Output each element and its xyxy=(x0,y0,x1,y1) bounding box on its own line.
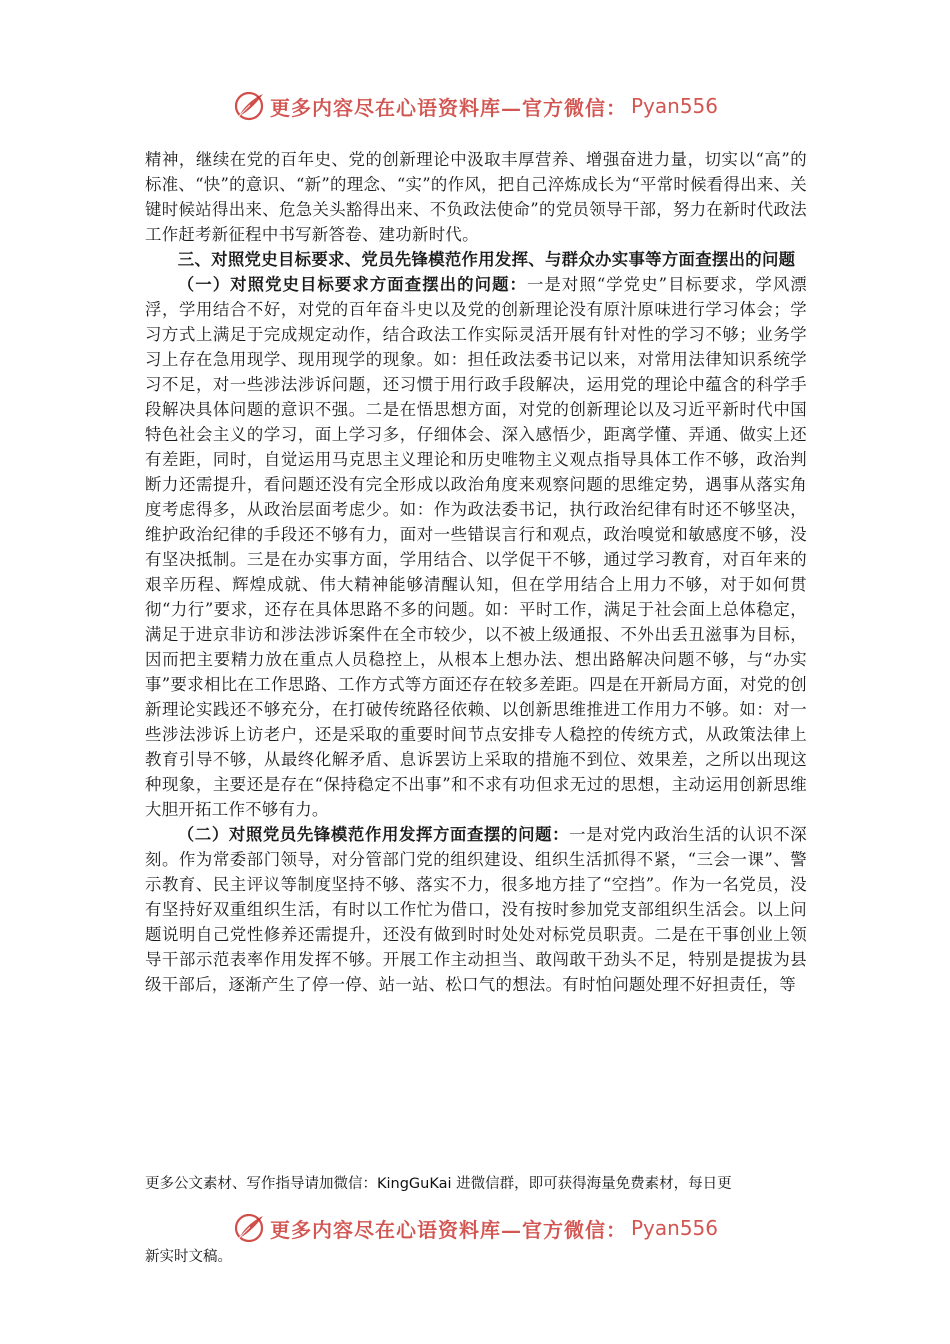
watermark-text: 更多内容尽在心语资料库—官方微信： xyxy=(269,1217,627,1242)
watermark-wechat-id: Pyan556 xyxy=(630,1216,718,1240)
top-watermark-banner xyxy=(0,86,950,126)
sub-section-2-paragraph xyxy=(145,822,807,997)
bottom-watermark-banner xyxy=(0,1208,950,1248)
document-body xyxy=(145,147,807,997)
sub-section-1-paragraph xyxy=(145,272,807,822)
footer-promo-line-continued: 新实时文稿。 xyxy=(145,1249,232,1265)
footer-promo-line: 更多公文素材、写作指导请加微信：KingGuKai 进微信群，即可获得海量免费素材，每日更 xyxy=(145,1176,732,1192)
sub-section-2-text: 一是对党内政治生活的认识不深刻。作为常委部门领导，对分管部门党的组织建设、组织生活抓得不紧，“三会一课”、警示教育、民主评议等制度坚持不够、落实不力，很多地方挂了“空挡”。作为一名党员，没有坚持好双重组织生活，有时以工作忙为借口，没有按时参加党支部组织生活会。以上问题说明自己党性修养还需提升，还没有做到时时处处对标党员职责。二是在干事创业上领导干部示范表率作用发挥不够。开展工作主动担当、敢闯敢干劲头不足，特别是提拔为县级干部后，逐渐产生了停一停、站一站、松口气的想法。有时怕问题处理不好担责任，等 xyxy=(145,825,807,994)
sub-section-1-title: （一）对照党史目标要求方面查摆出的问题： xyxy=(177,275,527,294)
watermark-text: 更多内容尽在心语资料库—官方微信： xyxy=(269,95,627,120)
sub-section-2-title: （二）对照党员先锋模范作用发挥方面查摆的问题： xyxy=(177,825,570,844)
intro-paragraph: 精神，继续在党的百年史、党的创新理论中汲取丰厚营养、增强奋进力量，切实以“高”的标准、“快”的意识、“新”的理念、“实”的作风，把自己淬炼成长为“平常时候看得出来、关键时候站得出来、危急关头豁得出来、不负政法使命”的党员领导干部，努力在新时代政法工作赶考新征程中书写新答卷、建功新时代。 xyxy=(145,150,807,244)
section-3-heading: 三、对照党史目标要求、党员先锋模范作用发挥、与群众办实事等方面查摆出的问题 xyxy=(177,250,796,269)
watermark-wechat-id: Pyan556 xyxy=(630,94,718,118)
quill-logo-icon xyxy=(232,1211,266,1245)
quill-logo-icon xyxy=(232,89,266,123)
sub-section-1-text: 一是对照“学党史”目标要求，学风漂浮，学用结合不好，对党的百年奋斗史以及党的创新理论没有原汁原味进行学习体会；学习方式上满足于完成规定动作，结合政法工作实际灵活开展有针对性的学习不够；业务学习上存在急用现学、现用现学的现象。如：担任政法委书记以来，对常用法律知识系统学习不足，对一些涉法涉诉问题，还习惯于用行政手段解决，运用党的理论中蕴含的科学手段解决具体问题的意识不强。二是在悟思想方面，对党的创新理论以及习近平新时代中国特色社会主义的学习，面上学习多，仔细体会、深入感悟少，距离学懂、弄通、做实上还有差距，同时，自觉运用马克思主义理论和历史唯物主义观点指导具体工作不够，政治判断力还需提升，看问题还没有完全形成以政治角度来观察问题的思维定势，遇事从落实角度考虑得多，从政治层面考虑少。如：作为政法委书记，执行政治纪律有时还不够坚决，维护政治纪律的手段还不够有力，面对一些错误言行和观点，政治嗅觉和敏感度不够，没有坚决抵制。三是在办实事方面，学用结合、以学促干不够，通过学习教育，对百年来的艰辛历程、辉煌成就、伟大精神能够清醒认知，但在学用结合上用力不够，对于如何贯彻“力行”要求，还存在具体思路不多的问题。如：平时工作，满足于社会面上总体稳定，满足于进京非访和涉法涉诉案件在全市较少，以不被上级通报、不外出丢丑滋事为目标，因而把主要精力放在重点人员稳控上，从根本上想办法、想出路解决问题不够，与“办实事”要求相比在工作思路、工作方式等方面还存在较多差距。四是在开新局方面，对党的创新理论实践还不够充分，在打破传统路径依赖、以创新思维推进工作用力不够。如：对一些涉法涉诉上访老户，还是采取的重要时间节点安排专人稳控的传统方式，从政策法律上教育引导不够，从最终化解矛盾、息诉罢访上采取的措施不到位、效果差，之所以出现这种现象，主要还是存在“保持稳定不出事”和不求有功但求无过的思想，主动运用创新思维大胆开拓工作不够有力。 xyxy=(145,275,808,819)
